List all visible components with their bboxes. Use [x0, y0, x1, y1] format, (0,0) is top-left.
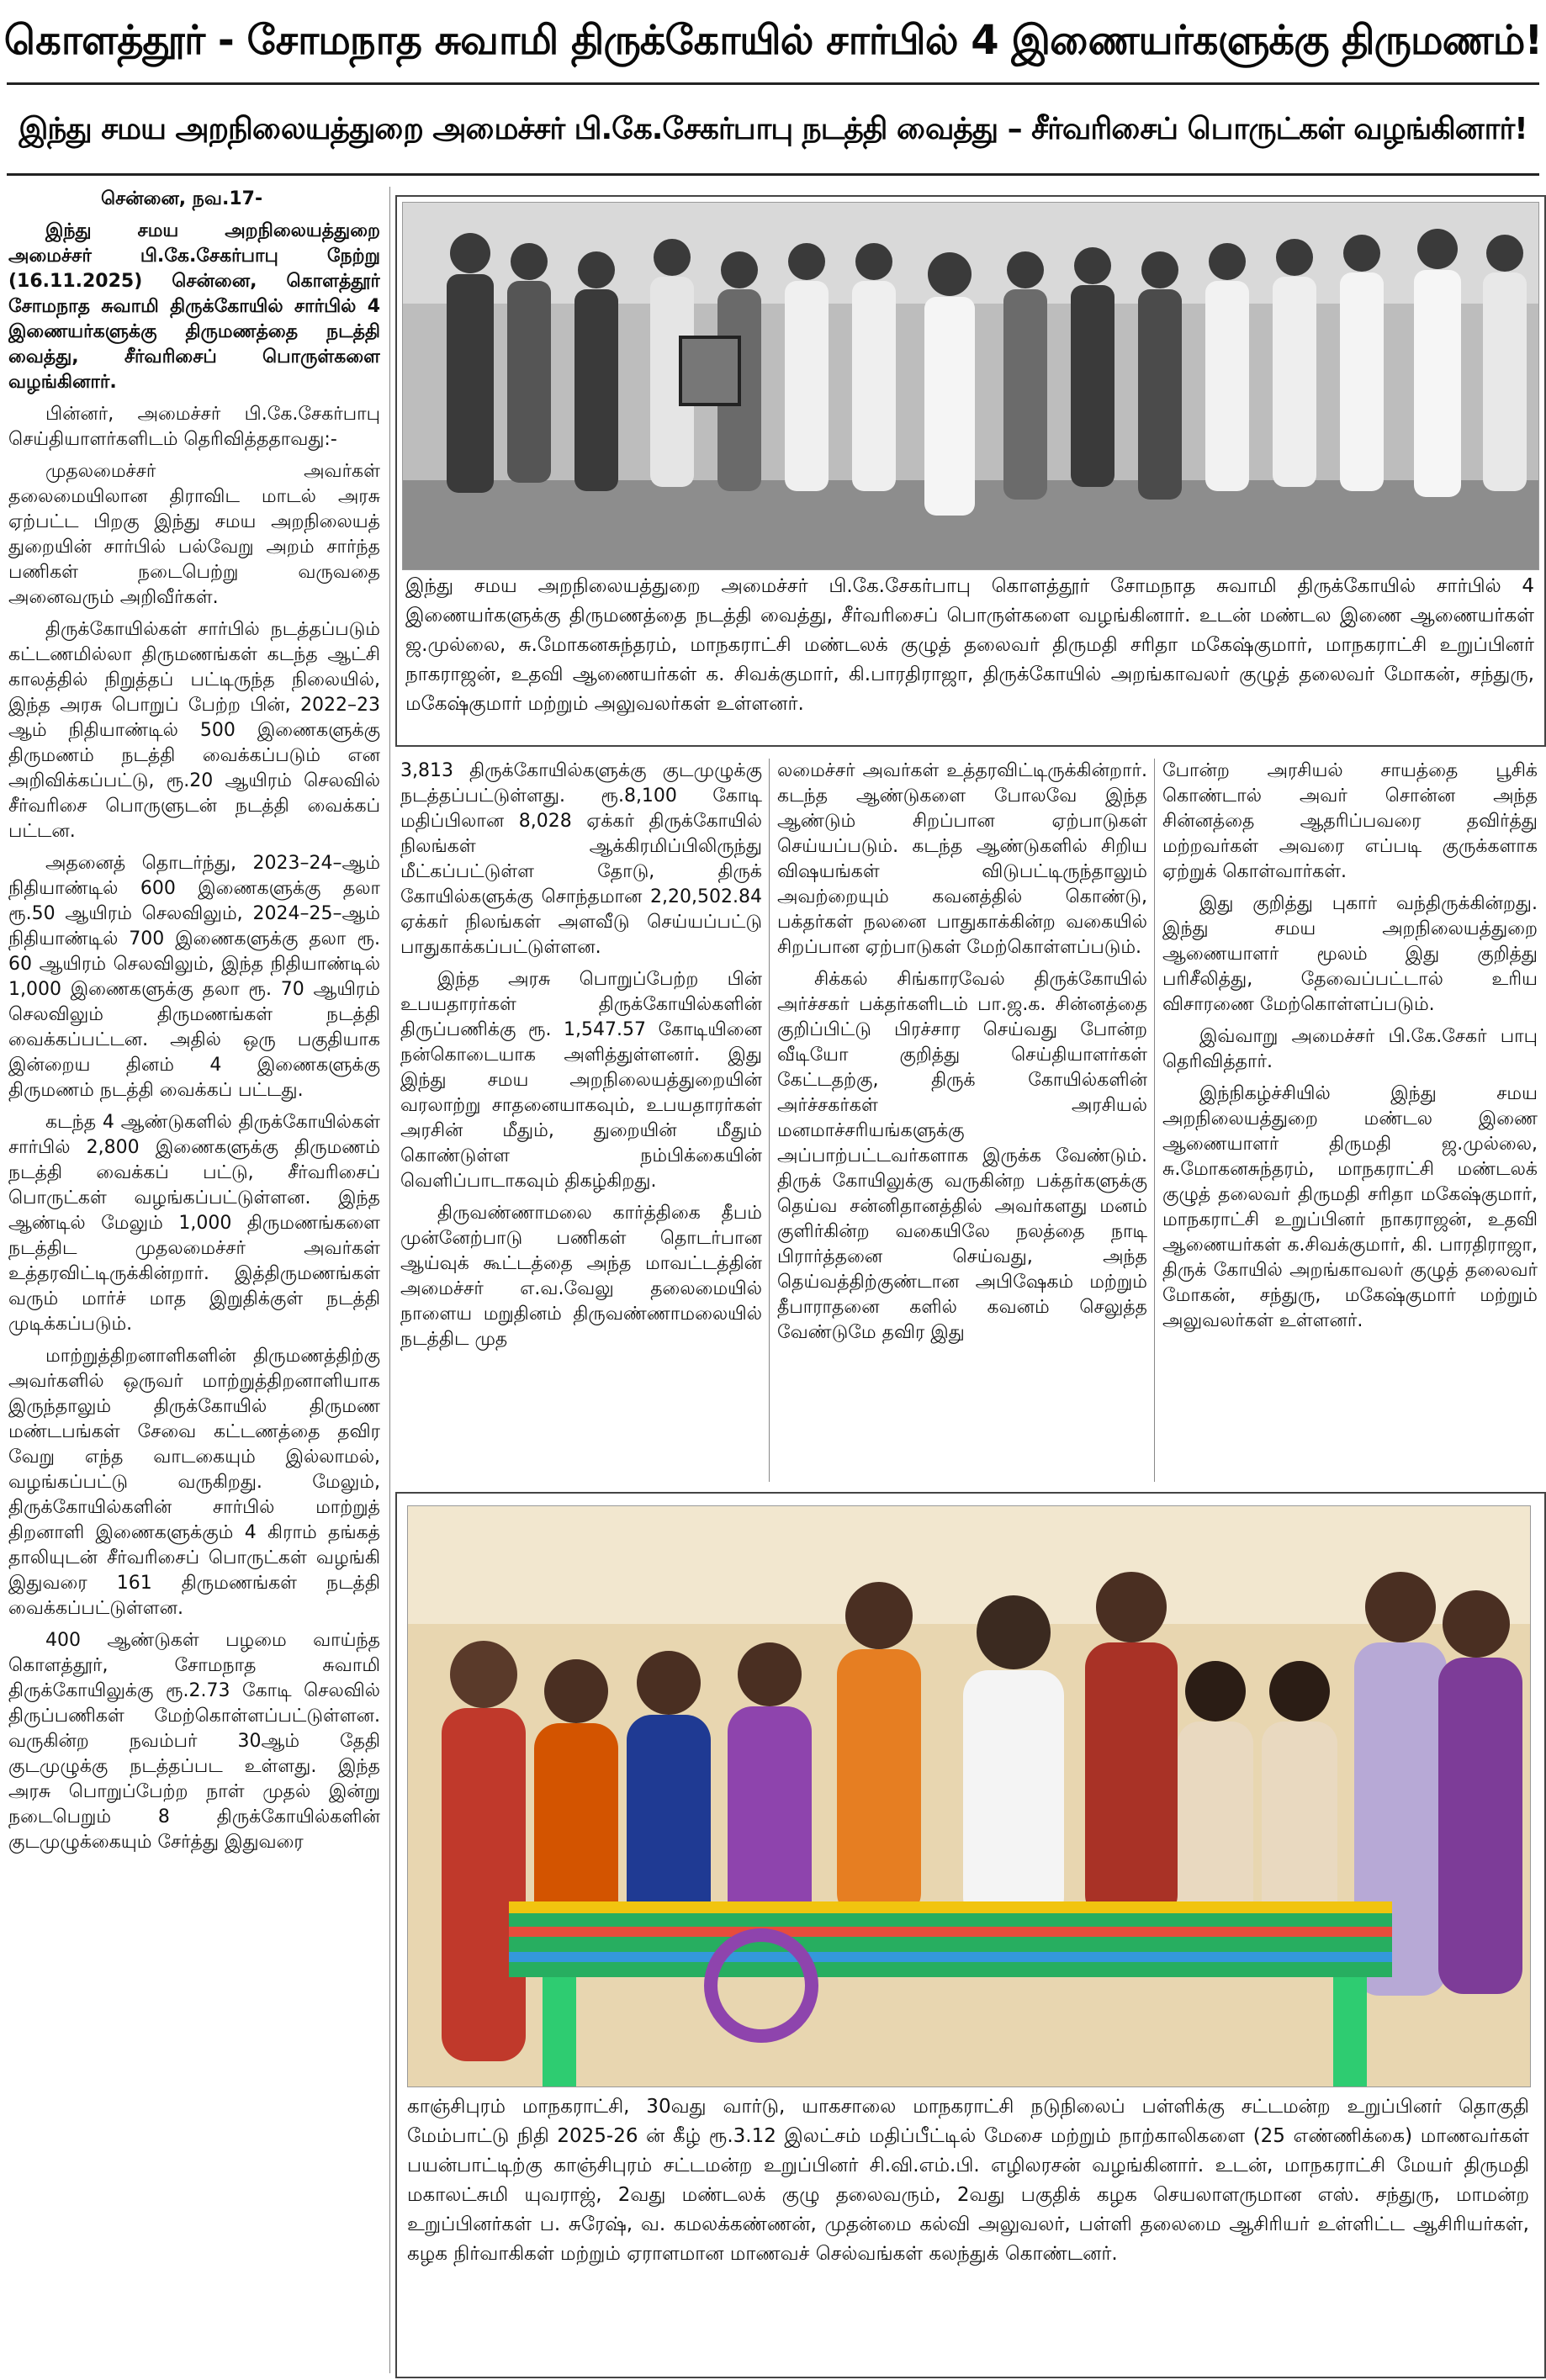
- school-photo-illustration: [408, 1506, 1530, 2086]
- article-paragraph: இந்த அரசு பொறுப்பேற்ற பின் உபயதாரர்கள் திருக்கோயில்களின் திருப்பணிக்கு ரூ. 1,547.57 கோடியினை நன்கொடையாக அளித்துள்ளனர். இது இந்து சமய அறநிலையத்துறையின் வரலாற்று சாதனையாகவும், உபயதாரர்கள் அரசின் மீதும், துறையின் மீதும் கொண்டுள்ள நம்பிக்கையின் வெளிப்பாடாகவும் திகழ்கிறது.: [400, 969, 762, 1192]
- school-event-photo: [407, 1505, 1531, 2087]
- article-paragraph: திருக்கோயில்கள் சார்பில் நடத்தப்படும் கட்டணமில்லா திருமணங்கள் கடந்த ஆட்சி காலத்தில் நிறுத்தப் பட்டிருந்த நிலையில், இந்த அரசு பொறுப் பேற்ற பின், 2022–23 ஆம் நிதியாண்டில் 500 இணைகளுக்கு திருமணம் நடத்தி வைக்கப்படும் என அறிவிக்கப்பட்டு, ரூ.20 ஆயிரம் செலவில் சீர்வரிசை பொருளுடன் நடத்தி வைக்கப் பட்டன.: [8, 619, 380, 842]
- school-photo-caption: காஞ்சிபுரம் மாநகராட்சி, 30வது வார்டு, யாகசாலை மாநகராட்சி நடுநிலைப் பள்ளிக்கு சட்டமன்ற உறுப்பினர் தொகுதி மேம்பாட்டு நிதி 2025-26 ன் கீழ் ரூ.3.12 இலட்சம் மதிப்பீட்டில் மேசை மற்றும் நாற்காலிகளை (25 எண்ணிக்கை) மாணவர்கள் பயன்பாட்டிற்கு காஞ்சிபுரம் சட்டமன்ற உறுப்பினர் சி.வி.எம்.பி. எழிலரசன் வழங்கினார். உடன், மாநகராட்சி மேயர் திருமதி மகாலட்சுமி யுவராஜ், 2வது மண்டலக் குழு தலைவரும், 2வது பகுதிக் கழக செயலாளருமான எஸ். சந்துரு, மாமன்ற உறுப்பினர்கள் ப. சுரேஷ், வ. கமலக்கண்ணன், முதன்மை கல்வி அலுவலர், பள்ளி தலைமை ஆசிரியர் உள்ளிட்ட ஆசிரியர்கள், கழக நிர்வாகிகள் மற்றும் ஏராளமான மாணவச் செல்வங்கள் கலந்துக் கொண்டனர்.: [407, 2092, 1529, 2367]
- article-paragraph: மாற்றுத்திறனாளிகளின் திருமணத்திற்கு அவர்களில் ஒருவர் மாற்றுத்திறனாளியாக இருந்தாலும் திருக்கோயில் திருமண மண்டபங்கள் சேவை கட்டணத்தை தவிர வேறு எந்த வாடகையும் இல்லாமல், வழங்கப்பட்டு வருகிறது. மேலும், திருக்கோயில்களின் சார்பில் மாற்றுத் திறனாளி இணைகளுக்கும் 4 கிராம் தங்கத் தாலியுடன் சீர்வரிசைப் பொருட்கள் வழங்கி இதுவரை 161 திருமணங்கள் நடத்தி வைக்கப்பட்டுள்ளன.: [8, 1346, 380, 1619]
- article-paragraph: கடந்த 4 ஆண்டுகளில் திருக்கோயில்கள் சார்பில் 2,800 இணைகளுக்கு திருமணம் நடத்தி வைக்கப் பட்டு, சீர்வரிசைப் பொருட்கள் வழங்கப்பட்டுள்ளன. இந்த ஆண்டில் மேலும் 1,000 திருமணங்களை நடத்திட முதலமைச்சர் அவர்கள் உத்தரவிட்டிருக்கின்றார். இத்திருமணங்கள் வரும் மார்ச் மாத இறுதிக்குள் நடத்தி முடிக்கப்படும்.: [8, 1112, 380, 1335]
- headline-divider: [7, 82, 1539, 85]
- article-paragraph: இது குறித்து புகார் வந்திருக்கின்றது. இந்து சமய அறநிலையத்துறை ஆணையாளர் மூலம் இது குறித்து பரிசீலித்து, தேவைப்பட்டால் உரிய விசாரணை மேற்கொள்ளப்படும்.: [1162, 893, 1538, 1015]
- article-paragraph: முதலமைச்சர் அவர்கள் தலைமையிலான திராவிட மாடல் அரசு ஏற்பட்ட பிறகு இந்து சமய அறநிலையத் துறையின் சார்பில் பல்வேறு அறம் சார்ந்த பணிகள் நடைபெற்று வருவதை அனைவரும் அறிவீர்கள்.: [8, 461, 380, 608]
- article-paragraph: இந்நிகழ்ச்சியில் இந்து சமய அறநிலையத்துறை மண்டல இணை ஆணையாளர் திருமதி ஜ.முல்லை, சு.மோகனசுந்தரம், மாநகராட்சி மண்டலக் குழுத் தலைவர் திருமதி சரிதா மகேஷ்குமார், மாநகராட்சி உறுப்பினர் நாகராஜன், உதவி ஆணையர்கள் க.சிவக்குமார், கி. பாரதிராஜா, திருக் கோயில் அறங்காவலர் குழுத் தலைவர் மோகன், சந்துரு, மகேஷ்குமார் மற்றும் அலுவலர்கள் உள்ளனர்.: [1162, 1083, 1538, 1331]
- article-column-4: [1162, 759, 1538, 1482]
- article-paragraph: அதனைத் தொடர்ந்து, 2023–24–ஆம் நிதியாண்டில் 600 இணைகளுக்கு தலா ரூ.50 ஆயிரம் செலவிலும், 2024–25–ஆம் நிதியாண்டில் 700 இணைகளுக்கு தலா ரூ. 60 ஆயிரம் செலவிலும், இந்த நிதியாண்டில் 1,000 இணைகளுக்கு தலா ரூ. 70 ஆயிரம் செலவிலும் திருமணங்கள் நடத்தி வைக்கப்பட்டன. அதில் ஒரு பகுதியாக இன்றைய தினம் 4 இணைகளுக்கு திருமணம் நடத்தி வைக்கப் பட்டது.: [8, 853, 380, 1101]
- column-divider: [1154, 759, 1155, 1482]
- column-divider: [769, 759, 770, 1482]
- article-column-2: [400, 759, 762, 1482]
- article-column-3: [777, 759, 1147, 1482]
- headline-divider-bottom: [7, 173, 1539, 176]
- article-lead: இந்து சமய அறநிலையத்துறை அமைச்சர் பி.கே.சேகர்பாபு நேற்று (16.11.2025) சென்னை, கொளத்தூர் சோமநாத சுவாமி திருக்கோயில் சார்பில் 4 இணையர்களுக்கு திருமணத்தை நடத்தி வைத்து, சீர்வரிசைப் பொருள்களை வழங்கினார்.: [8, 220, 380, 393]
- headline-sub: இந்து சமய அறநிலையத்துறை அமைச்சர் பி.கே.சேகர்பாபு நடத்தி வைத்து – சீர்வரிசைப் பொருட்கள் வழங்கினார்!: [19, 112, 1527, 146]
- headline-main: கொளத்தூர் - சோமநாத சுவாமி திருக்கோயில் சார்பில் 4 இணையர்களுக்கு திருமணம்!: [3, 17, 1543, 64]
- article-paragraph: 3,813 திருக்கோயில்களுக்கு குடமுழுக்கு நடத்தப்பட்டுள்ளது. ரூ.8,100 கோடி மதிப்பிலான 8,028 ஏக்கர் திருக்கோயில் நிலங்கள் ஆக்கிரமிப்பிலிருந்து மீட்கப்பட்டுள்ள தோடு, திருக் கோயில்களுக்கு சொந்தமான 2,20,502.84 ஏக்கர் நிலங்கள் அளவீடு செய்யப்பட்டு பாதுகாக்கப்பட்டுள்ளன.: [400, 760, 762, 958]
- article-paragraph: லமைச்சர் அவர்கள் உத்தரவிட்டிருக்கின்றார். கடந்த ஆண்டுகளை போலவே இந்த ஆண்டும் சிறப்பான ஏற்பாடுகள் செய்யப்படும். கடந்த ஆண்டுகளில் சிறிய விஷயங்கள் விடுபட்டிருந்தாலும் அவற்றையும் கவனத்தில் கொண்டு, பக்தர்கள் நலனை பாதுகாக்கின்ற வகையில் சிறப்பான ஏற்பாடுகள் மேற்கொள்ளப்படும்.: [777, 760, 1147, 958]
- article-paragraph: போன்ற அரசியல் சாயத்தை பூசிக் கொண்டால் அவர் சொன்ன அந்த சின்னத்தை ஆதரிப்பவரை தவிர்த்து மற்றவர்கள் அவரை எப்படி குருக்களாக ஏற்றுக் கொள்வார்கள்.: [1162, 760, 1538, 882]
- article-paragraph: 400 ஆண்டுகள் பழமை வாய்ந்த கொளத்தூர், சோமநாத சுவாமி திருக்கோயிலுக்கு ரூ.2.73 கோடி செலவில் திருப்பணிகள் மேற்கொள்ளப்பட்டுள்ளன. வருகின்ற நவம்பர் 30ஆம் தேதி குடமுழுக்கு நடத்தப்பட உள்ளது. இந்த அரசு பொறுப்பேற்ற நாள் முதல் இன்று நடைபெறும் 8 திருக்கோயில்களின் குடமுழுக்கையும் சேர்த்து இதுவரை: [8, 1630, 380, 1853]
- article-paragraph: திருவண்ணாமலை கார்த்திகை தீபம் முன்னேற்பாடு பணிகள் தொடர்பான ஆய்வுக் கூட்டத்தை அந்த மாவட்டத்தின் அமைச்சர் எ.வ.வேலு தலைமையில் நாளைய மறுதினம் திருவண்ணாமலையில் நடத்திட முத: [400, 1203, 762, 1350]
- wedding-photo-caption: இந்து சமய அறநிலையத்துறை அமைச்சர் பி.கே.சேகர்பாபு கொளத்தூர் சோமநாத சுவாமி திருக்கோயில் சார்பில் 4 இணையர்களுக்கு திருமணத்தை நடத்தி வைத்து, சீர்வரிசைப் பொருள்களை வழங்கினார். உடன் மண்டல இணை ஆணையர்கள் ஜ.முல்லை, சு.மோகனசுந்தரம், மாநகராட்சி மண்டலக் குழுத் தலைவர் திருமதி சரிதா மகேஷ்குமார், மாநகராட்சி உறுப்பினர் நாகராஜன், உதவி ஆணையர்கள் க. சிவக்குமார், கி.பாரதிராஜா, திருக்கோயில் அறங்காவலர் குழுத் தலைவர் மோகன், சந்துரு, மகேஷ்குமார் மற்றும் அலுவலர்கள் உள்ளனர்.: [405, 572, 1534, 740]
- article-dateline: சென்னை, நவ.17-: [101, 188, 263, 209]
- article-paragraph: பின்னர், அமைச்சர் பி.கே.சேகர்பாபு செய்தியாளர்களிடம் தெரிவித்ததாவது:-: [8, 404, 380, 450]
- article-paragraph: இவ்வாறு அமைச்சர் பி.கே.சேகர் பாபு தெரிவித்தார்.: [1162, 1026, 1538, 1072]
- article-column-1: [8, 187, 380, 2373]
- column-divider: [389, 187, 390, 2373]
- article-paragraph: சிக்கல் சிங்காரவேல் திருக்கோயில் அர்ச்சகர் பக்தர்களிடம் பா.ஜ.க. சின்னத்தை குறிப்பிட்டு பிரச்சார செய்வது போன்ற வீடியோ குறித்து செய்தியாளர்கள் கேட்டதற்கு, திருக் கோயில்களின் அர்ச்சகர்கள் அரசியல் மனமாச்சரியங்களுக்கு அப்பாற்பட்டவர்களாக இருக்க வேண்டும். திருக் கோயிலுக்கு வருகின்ற பக்தர்களுக்கு தெய்வ சன்னிதானத்தில் அவர்களது மனம் குளிர்கின்ற வகையிலே நலத்தை நாடி பிரார்த்தனை செய்வது, அந்த தெய்வத்திற்குண்டான அபிஷேகம் மற்றும் தீபாராதனை களில் கவனம் செலுத்த வேண்டுமே தவிர இது: [777, 969, 1147, 1343]
